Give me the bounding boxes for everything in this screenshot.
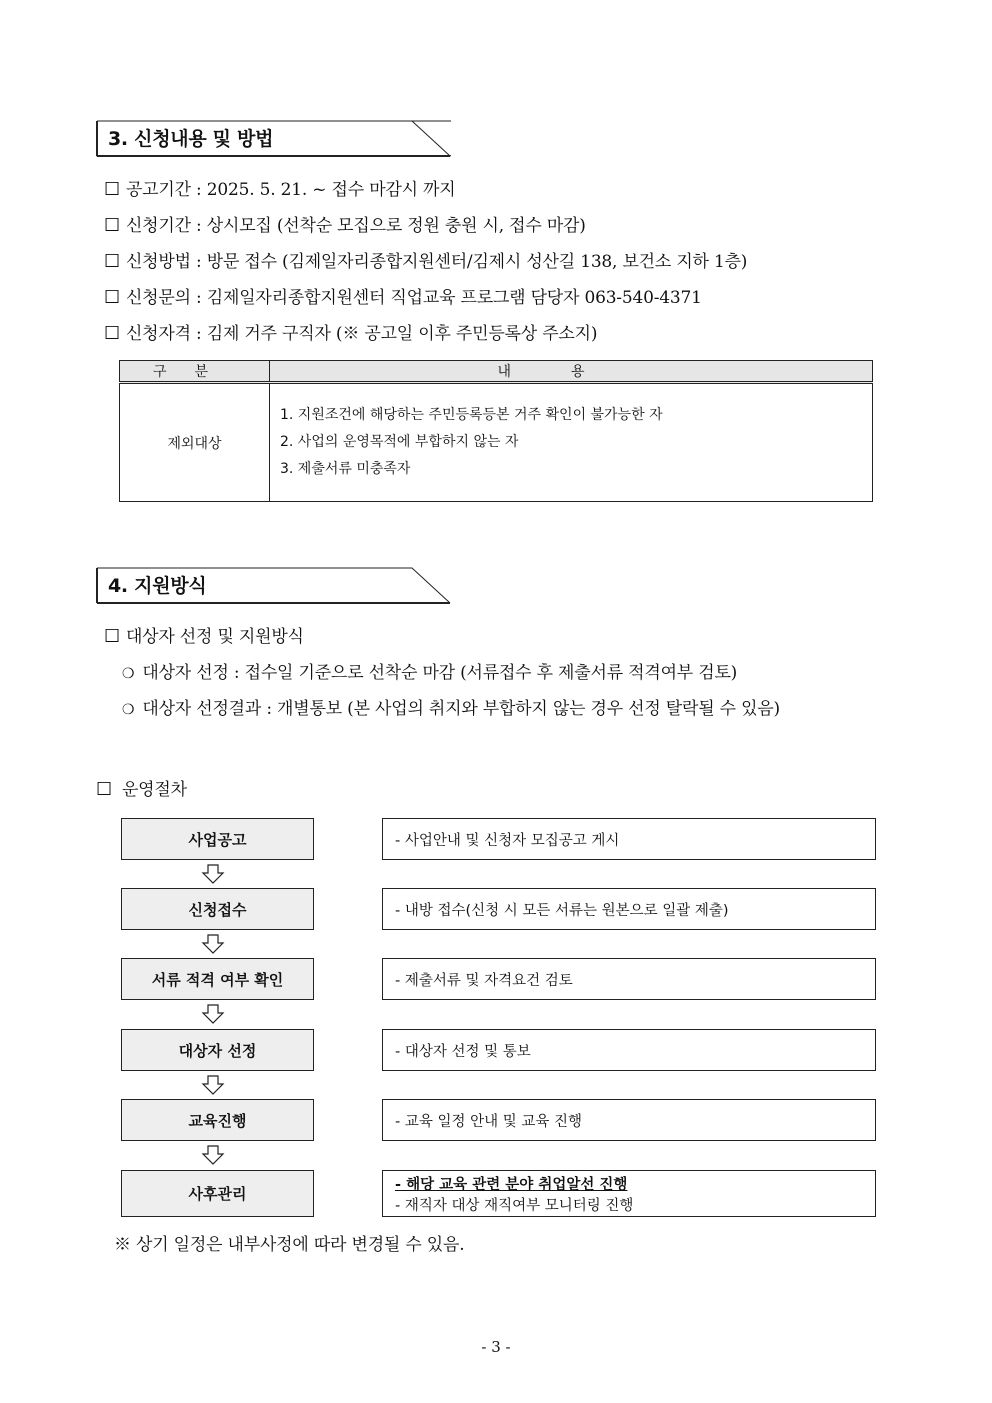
info-line-contact: ☐ 신청문의 : 김제일자리종합지원센터 직업교육 프로그램 담당자 063-540-4371 <box>104 287 702 308</box>
exclusion-table <box>119 360 873 502</box>
empty-square-icon: ☐ <box>104 287 120 308</box>
down-arrow-icon <box>201 864 225 884</box>
down-arrow-icon <box>201 1075 225 1095</box>
section3-title-text: 3. 신청내용 및 방법 <box>108 128 274 150</box>
table-category-cell: 제외대상 <box>120 383 270 502</box>
step-desc-box: - 제출서류 및 자격요건 검토 <box>382 958 876 1000</box>
selection-heading: ☐ 대상자 선정 및 지원방식 <box>104 626 304 647</box>
down-arrow-icon <box>201 1145 225 1165</box>
selection-bullet: ❍ 대상자 선정결과 : 개별통보 (본 사업의 취지와 부합하지 않는 경우 선정 탈락될 수 있음) <box>122 699 780 719</box>
step-desc-box: - 사업안내 및 신청자 모집공고 게시 <box>382 818 876 860</box>
exclusion-item: 1. 지원조건에 해당하는 주민등록등본 거주 확인이 불가능한 자 <box>280 407 663 423</box>
page-number: - 3 - <box>481 1338 511 1356</box>
exclusion-item: 2. 사업의 운영목적에 부합하지 않는 자 <box>280 434 519 450</box>
step-box: 교육진행 <box>121 1099 314 1141</box>
selection-bullet: ❍ 대상자 선정 : 접수일 기준으로 선착순 마감 (서류접수 후 제출서류 적격여부 검토) <box>122 663 738 683</box>
down-arrow-icon <box>201 1004 225 1024</box>
info-line-method: ☐ 신청방법 : 방문 접수 (김제일자리종합지원센터/김제시 성산길 138, 보건소 지하 1층) <box>104 251 748 272</box>
step-box: 대상자 선정 <box>121 1029 314 1071</box>
table-header-content: 내용 <box>270 361 873 383</box>
info-line-period: ☐ 공고기간 : 2025. 5. 21. ~ 접수 마감시 까지 <box>104 179 456 200</box>
section3-title <box>96 120 451 157</box>
schedule-note: ※ 상기 일정은 내부사정에 따라 변경될 수 있음. <box>114 1235 465 1255</box>
empty-square-icon: ☐ <box>96 779 112 800</box>
procedure-heading: ☐ 운영절차 <box>96 779 187 800</box>
info-line-eligibility: ☐ 신청자격 : 김제 거주 구직자 (※ 공고일 이후 주민등록상 주소지) <box>104 323 598 344</box>
step-desc-box: - 내방 접수(신청 시 모든 서류는 원본으로 일괄 제출) <box>382 888 876 930</box>
empty-square-icon: ☐ <box>104 323 120 344</box>
section4-title <box>96 567 451 604</box>
down-arrow-icon <box>201 934 225 954</box>
step-box: 신청접수 <box>121 888 314 930</box>
table-items-cell <box>270 383 873 502</box>
section4-title-text: 4. 지원방식 <box>108 575 207 597</box>
hollow-circle-icon: ❍ <box>122 702 135 718</box>
info-line-apply-period: ☐ 신청기간 : 상시모집 (선착순 모집으로 정원 충원 시, 접수 마감) <box>104 215 586 236</box>
step-desc-box: - 해당 교육 관련 분야 취업알선 진행 - 재직자 대상 재직여부 모니터링 진행 <box>382 1170 876 1217</box>
exclusion-item: 3. 제출서류 미충족자 <box>280 461 411 477</box>
empty-square-icon: ☐ <box>104 179 120 200</box>
hollow-circle-icon: ❍ <box>122 666 135 682</box>
step-box: 서류 적격 여부 확인 <box>121 958 314 1000</box>
empty-square-icon: ☐ <box>104 215 120 236</box>
table-header-category: 구분 <box>120 361 270 383</box>
step-desc-box: - 대상자 선정 및 통보 <box>382 1029 876 1071</box>
step-desc-box: - 교육 일정 안내 및 교육 진행 <box>382 1099 876 1141</box>
step-box: 사후관리 <box>121 1170 314 1217</box>
empty-square-icon: ☐ <box>104 626 120 647</box>
step-box: 사업공고 <box>121 818 314 860</box>
empty-square-icon: ☐ <box>104 251 120 272</box>
